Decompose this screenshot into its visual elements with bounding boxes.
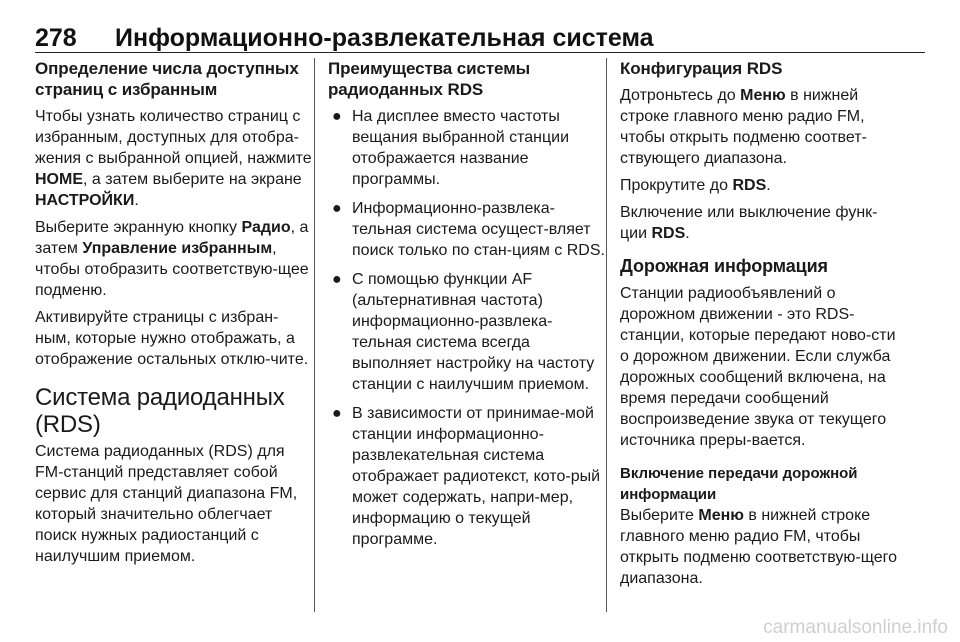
list-item: ● Информационно-развлека‐тельная система осущест‐вляет поиск только по стан‐циям с RDS. bbox=[332, 200, 605, 259]
bullet-icon: ● bbox=[332, 200, 342, 217]
section-heading: Определение числа доступных страниц с избранным bbox=[35, 59, 299, 99]
paragraph: Выберите Меню в нижней строке главного меню радио FM, чтобы открыть подменю соответствую‐щего диапазона. bbox=[620, 507, 897, 587]
column-2 bbox=[328, 58, 608, 558]
bullet-list bbox=[328, 106, 608, 550]
page-number: 278 bbox=[35, 24, 77, 52]
chapter-title: Система радиоданных (RDS) bbox=[35, 384, 285, 438]
section-heading: Преимущества системы радиоданных RDS bbox=[328, 59, 531, 99]
list-item: ● В зависимости от принимае‐мой станции информационно-развлекательная система отображает радиотекст, кото‐рый может содержать, напри‐мер, информацию о текущей программе. bbox=[332, 405, 601, 548]
column-divider bbox=[314, 58, 315, 612]
paragraph: Выберите экранную кнопку Радио, а затем Управление избранным, чтобы отобразить соответствую‐щее подменю. bbox=[35, 219, 309, 299]
page-header bbox=[35, 12, 925, 53]
paragraph: Станции радиообъявлений о дорожном движении - это RDS-станции, которые передают ново‐сти о дорожном движении. Если служба дорожных сообщений включена, на время передачи сообщений воспроизведение звука от текущего источника преры‐вается. bbox=[620, 285, 896, 449]
subheading: Включение передачи дорожной информации bbox=[620, 465, 858, 503]
column-1 bbox=[35, 58, 313, 573]
bullet-icon: ● bbox=[332, 108, 342, 125]
section-heading: Конфигурация RDS bbox=[620, 59, 783, 78]
bullet-icon: ● bbox=[332, 405, 342, 422]
paragraph: Дотроньтесь до Меню в нижней строке главного меню радио FM, чтобы открыть подменю соответ‐ствующего диапазона. bbox=[620, 87, 867, 167]
list-item: ● На дисплее вместо частоты вещания выбранной станции отображается название программы. bbox=[332, 108, 569, 188]
watermark: carmanualsonline.info bbox=[763, 617, 948, 638]
paragraph: Чтобы узнать количество страниц с избранным, доступных для отобра‐жения с выбранной опцией, нажмите HOME, а затем выберите на экране НАСТРОЙКИ. bbox=[35, 108, 312, 209]
bullet-icon: ● bbox=[332, 271, 342, 288]
paragraph: Активируйте страницы с избран‐ным, которые нужно отображать, а отображение остальных отклю‐чите. bbox=[35, 309, 309, 368]
list-item: ● С помощью функции AF (альтернативная частота) информационно-развлека‐тельная система всегда выполняет настройку на частоту станции с наилучшим приемом. bbox=[332, 271, 595, 393]
column-3 bbox=[620, 58, 898, 595]
paragraph: Система радиоданных (RDS) для FM-станций представляет собой сервис для станций диапазона FM, который значительно облегчает поиск нужных радиостанций с наилучшим приемом. bbox=[35, 443, 298, 565]
paragraph: Прокрутите до RDS. bbox=[620, 177, 771, 194]
section-heading: Дорожная информация bbox=[620, 256, 828, 276]
paragraph: Включение или выключение функ‐ции RDS. bbox=[620, 204, 878, 242]
page-title: Информационно-развлекательная система bbox=[115, 24, 654, 52]
